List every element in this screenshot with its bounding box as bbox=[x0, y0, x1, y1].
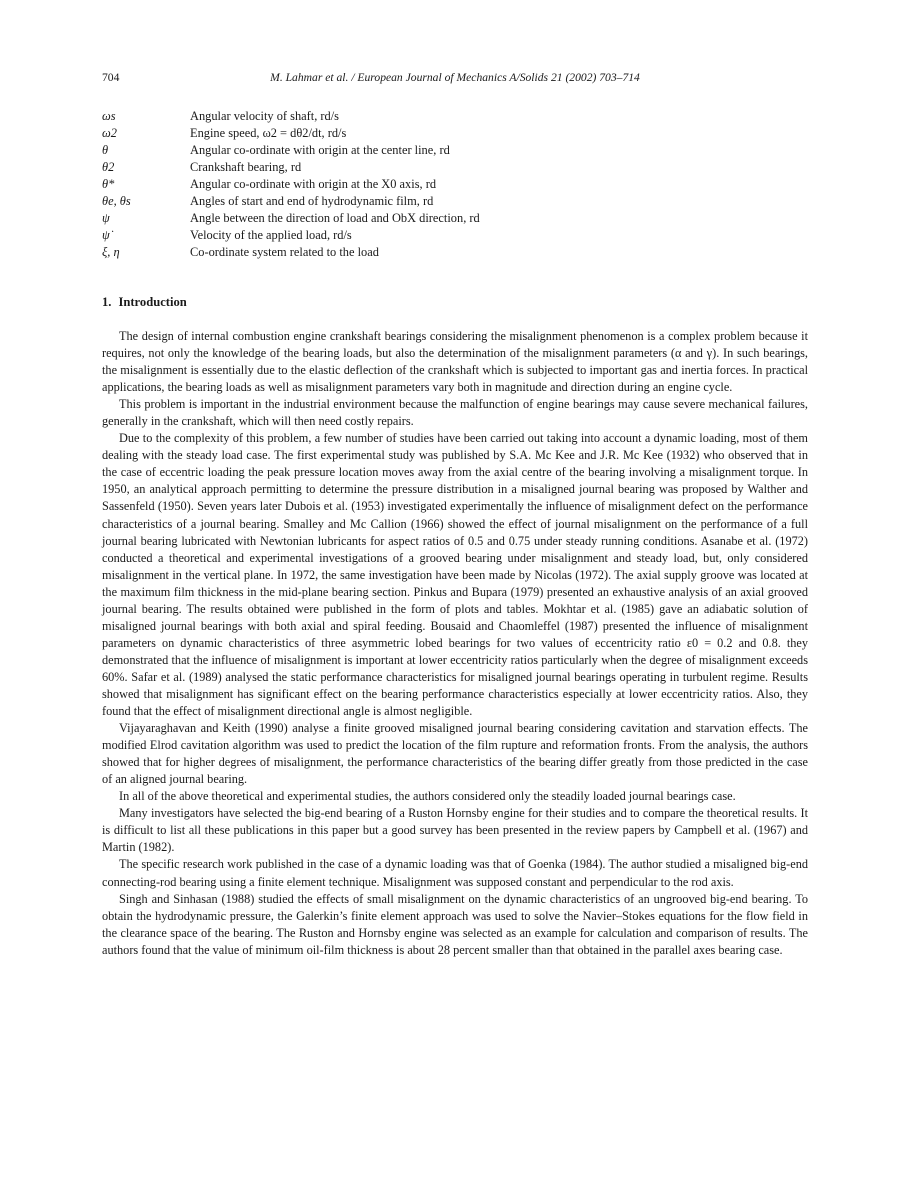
nomenclature-symbol: θ* bbox=[102, 177, 115, 191]
section-body bbox=[102, 328, 808, 959]
nomenclature-description: Angles of start and end of hydrodynamic film, rd bbox=[190, 194, 434, 208]
nomenclature-description: Co-ordinate system related to the load bbox=[190, 245, 379, 259]
nomenclature-row bbox=[102, 210, 808, 227]
section-number: 1. bbox=[102, 295, 112, 309]
body-paragraph: Singh and Sinhasan (1988) studied the effects of small misalignment on the dynamic characteristics of an ungrooved big-end bearing. To obtain the hydrodynamic pressure, the Galerkin’s finite element approach was used to solve the Navier–Stokes equations for the flow field in the clearance space of the bearing. The Ruston and Hornsby engine was selected as an example for calculation and comparison of results. The authors found that the value of minimum oil-film thickness is about 28 percent smaller than that obtained in the parallel axes bearing case. bbox=[102, 891, 808, 957]
nomenclature-description: Angular velocity of shaft, rd/s bbox=[190, 109, 339, 123]
nomenclature-symbol: ω2 bbox=[102, 126, 117, 140]
nomenclature-description: Angle between the direction of load and ObX direction, rd bbox=[190, 211, 480, 225]
nomenclature-row bbox=[102, 125, 808, 142]
nomenclature-row bbox=[102, 142, 808, 159]
nomenclature-symbol: ωs bbox=[102, 109, 116, 123]
nomenclature-symbol: ξ, η bbox=[102, 245, 120, 259]
nomenclature-description: Angular co-ordinate with origin at the X0 axis, rd bbox=[190, 177, 437, 191]
nomenclature-symbol: ψ̇ bbox=[102, 228, 110, 242]
section-heading bbox=[102, 294, 187, 311]
nomenclature-description: Velocity of the applied load, rd/s bbox=[190, 228, 352, 242]
nomenclature-row bbox=[102, 176, 808, 193]
page-number: 704 bbox=[102, 71, 120, 84]
body-paragraph: Vijayaraghavan and Keith (1990) analyse a finite grooved misaligned journal bearing considering cavitation and starvation effects. The modified Elrod cavitation algorithm was used to predict the location of the film rupture and reformation fronts. From the analysis, the authors showed that for higher degrees of misalignment, the performance characteristics of the bearing differ greatly from those predicted in the case of an aligned journal bearing. bbox=[102, 721, 808, 787]
nomenclature-symbol: θ bbox=[102, 143, 109, 157]
nomenclature-row bbox=[102, 227, 808, 244]
body-paragraph: The specific research work published in the case of a dynamic loading was that of Goenka (1984). The author studied a misaligned big-end connecting-rod bearing using a finite element technique. Misalignment was supposed constant and perpendicular to the rod axis. bbox=[102, 857, 808, 889]
body-paragraph: This problem is important in the industrial environment because the malfunction of engine bearings may cause severe mechanical failures, generally in the crankshaft, which will then need costly repairs. bbox=[102, 397, 808, 429]
nomenclature-row bbox=[102, 193, 808, 210]
nomenclature-description: Engine speed, ω2 = dθ2/dt, rd/s bbox=[190, 126, 347, 140]
section-title: Introduction bbox=[118, 295, 187, 309]
nomenclature-list bbox=[102, 108, 808, 261]
journal-citation: M. Lahmar et al. / European Journal of Mechanics A/Solids 21 (2002) 703–714 bbox=[270, 71, 640, 84]
body-paragraph: Due to the complexity of this problem, a few number of studies have been carried out taking into account a dynamic loading, most of them dealing with the steady load case. The first experimental study was published by S.A. Mc Kee and J.R. Mc Kee (1932) who observed that in the case of eccentric loading the peak pressure location moves away from the axial centre of the bearing involving a misalignment torque. In 1950, an analytical approach permitting to determine the pressure distribution in a misaligned journal bearing was proposed by Walther and Sassenfeld (1950). Seven years later Dubois et al. (1953) investigated experimentally the influence of misalignment defect on the performance characteristics of a journal bearing. Smalley and Mc Callion (1966) showed the effect of journal misalignment on the performance of a full journal bearing lubricated with Newtonian lubricants for aspect ratios of 0.5 and 0.75 under steady running conditions. Asanabe et al. (1972) conducted a theoretical and experimental investigations of a grooved bearing under misalignment and steady load, but, only considered misalignment in the vertical plane. In 1972, the same investigation have been made by Nicolas (1972). The axial supply groove was located at the maximum film thickness in the mid-plane bearing section. Pinkus and Bupara (1979) presented an exhaustive analysis of an axial grooved journal bearing. The results obtained were published in the form of plots and tables. Mokhtar et al. (1985) gave an adiabatic solution of misaligned journal bearings with both axial and spiral feeding. Bousaid and Chaomleffel (1987) presented the influence of misalignment parameters on dynamic characteristics of three asymmetric lobed bearings for two values of eccentricity ratio ε0 = 0.2 and 0.8. they demonstrated that the influence of misalignment is important at lower eccentricity ratios particularly when the degree of misalignment exceeds 60%. Safar et al. (1989) analysed the static performance characteristics for misaligned journal bearings operating in turbulent regime. Results showed that misalignment has significant effect on the bearing performance characteristics especially at lower eccentricity ratios. Also, they found that the effect of misalignment directional angle is almost negligible. bbox=[102, 431, 808, 719]
nomenclature-row bbox=[102, 244, 808, 261]
nomenclature-symbol: θe, θs bbox=[102, 194, 131, 208]
nomenclature-symbol: θ2 bbox=[102, 160, 115, 174]
nomenclature-row bbox=[102, 159, 808, 176]
body-paragraph: In all of the above theoretical and experimental studies, the authors considered only the steadily loaded journal bearings case. bbox=[119, 789, 736, 804]
nomenclature-row bbox=[102, 108, 808, 125]
body-paragraph: The design of internal combustion engine crankshaft bearings considering the misalignment phenomenon is a complex problem because it requires, not only the knowledge of the bearing loads, but also the determination of the misalignment parameters (α and γ). In such bearings, the misalignment is essentially due to the elastic deflection of the crankshaft which is subjected to important gas and inertia forces. In practical applications, the bearing loads as well as misalignment parameters vary both in magnitude and direction during an engine cycle. bbox=[102, 329, 808, 395]
running-head bbox=[102, 70, 808, 86]
nomenclature-symbol: ψ bbox=[102, 211, 110, 225]
nomenclature-description: Angular co-ordinate with origin at the center line, rd bbox=[190, 143, 450, 157]
nomenclature-description: Crankshaft bearing, rd bbox=[190, 160, 302, 174]
body-paragraph: Many investigators have selected the big-end bearing of a Ruston Hornsby engine for their studies and to compare the theoretical results. It is difficult to list all these publications in this paper but a good survey has been presented in the review papers by Campbell et al. (1967) and Martin (1982). bbox=[102, 806, 808, 855]
